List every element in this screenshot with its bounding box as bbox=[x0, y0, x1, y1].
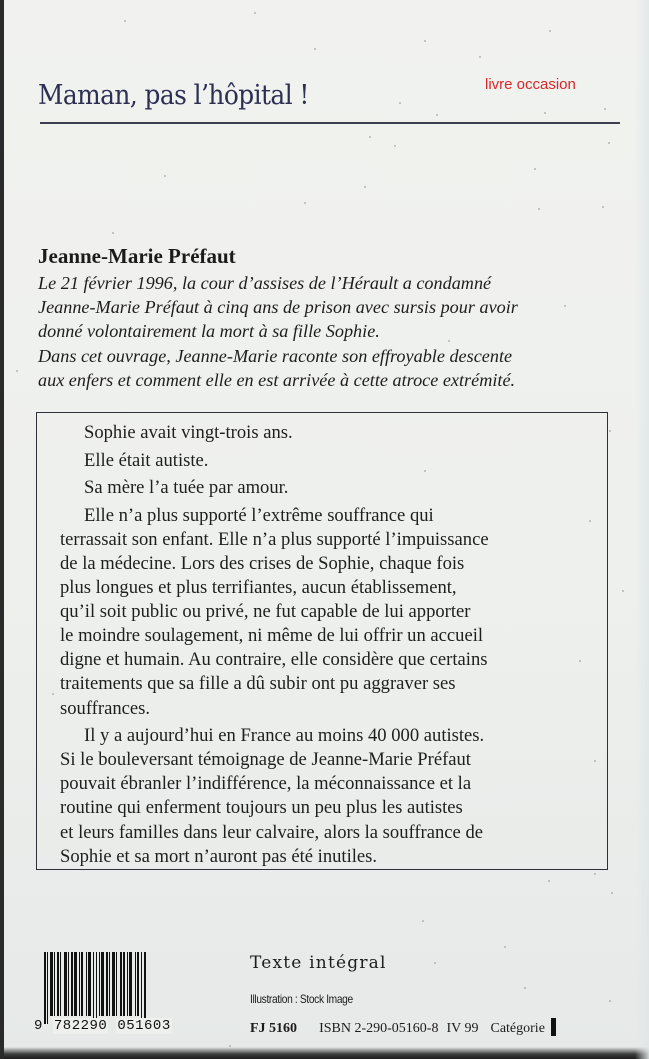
publication-info bbox=[250, 1018, 556, 1037]
summary-text bbox=[60, 421, 600, 869]
summary-line: Sophie avait vingt-trois ans. bbox=[84, 422, 293, 443]
summary-line: routine qui enferment toujours un peu plus les autistes bbox=[60, 797, 463, 819]
summary-line: traitements que sa fille a dû subir ont pu aggraver ses bbox=[60, 673, 456, 695]
blurb-line: aux enfers et comment elle en est arrivée à cette atroce extrémité. bbox=[38, 369, 516, 390]
illustration-credit: Illustration : Stock Image bbox=[250, 992, 353, 1006]
summary-line: digne et humain. Au contraire, elle considère que certains bbox=[60, 649, 488, 671]
texte-integral-label: Texte intégral bbox=[250, 953, 387, 973]
fj-code: FJ 5160 bbox=[250, 1021, 298, 1036]
summary-line: Sa mère l’a tuée par amour. bbox=[84, 477, 289, 499]
summary-line: qu’il soit public ou privé, ne fut capable de lui apporter bbox=[60, 601, 471, 623]
category-label: Catégorie bbox=[490, 1021, 545, 1036]
barcode-digits bbox=[34, 1018, 172, 1034]
summary-line: et leurs familles dans leur calvaire, alors la souffrance de bbox=[60, 821, 483, 843]
blurb-line: donné volontairement la mort à sa fille Sophie. bbox=[38, 321, 380, 342]
edition-code: IV 99 bbox=[446, 1021, 479, 1036]
summary-line: Il y a aujourd’hui en France au moins 40 000 autistes. bbox=[84, 725, 485, 747]
barcode-group-2: 051603 bbox=[117, 1018, 171, 1034]
author-name: Jeanne-Marie Préfaut bbox=[38, 244, 236, 268]
title-divider bbox=[40, 122, 620, 124]
bottom-edge-shadow bbox=[4, 1047, 649, 1059]
barcode-group-1: 782290 bbox=[53, 1018, 108, 1034]
summary-line: Si le bouleversant témoignage de Jeanne-Marie Préfaut bbox=[60, 749, 471, 771]
summary-line: terrassait son enfant. Elle n’a plus supporté l’impuissance bbox=[60, 528, 489, 550]
summary-line: Sophie et sa mort n’auront pas été inutiles. bbox=[60, 845, 378, 867]
summary-line: plus longues et plus terrifiantes, aucun établissement, bbox=[60, 577, 457, 599]
blurb-line: Dans cet ouvrage, Jeanne-Marie raconte son effroyable descente bbox=[38, 345, 513, 366]
blurb-line: Jeanne-Marie Préfaut à cinq ans de prison avec sursis pour avoir bbox=[38, 297, 518, 318]
summary-line: Elle était autiste. bbox=[84, 449, 209, 471]
book-title: Maman, pas l’hôpital ! bbox=[38, 80, 309, 111]
italic-blurb bbox=[38, 271, 638, 392]
summary-line: de la médecine. Lors des crises de Sophie, chaque fois bbox=[60, 552, 465, 574]
isbn-number: ISBN 2-290-05160-8 bbox=[319, 1021, 439, 1036]
category-marker bbox=[551, 1018, 556, 1036]
summary-line: souffrances. bbox=[60, 697, 151, 719]
blurb-line: Le 21 février 1996, la cour d’assises de l’Hérault a condamné bbox=[38, 273, 492, 293]
barcode-lead-digit: 9 bbox=[34, 1018, 43, 1034]
used-book-watermark: livre occasion bbox=[485, 76, 576, 93]
summary-line: Elle n’a plus supporté l’extrême souffrance qui bbox=[84, 504, 434, 526]
summary-line: le moindre soulagement, ni même de lui offrir un accueil bbox=[60, 625, 484, 647]
isbn-barcode bbox=[44, 952, 190, 1022]
summary-line: pouvait ébranler l’indifférence, la méconnaissance et la bbox=[60, 773, 472, 795]
